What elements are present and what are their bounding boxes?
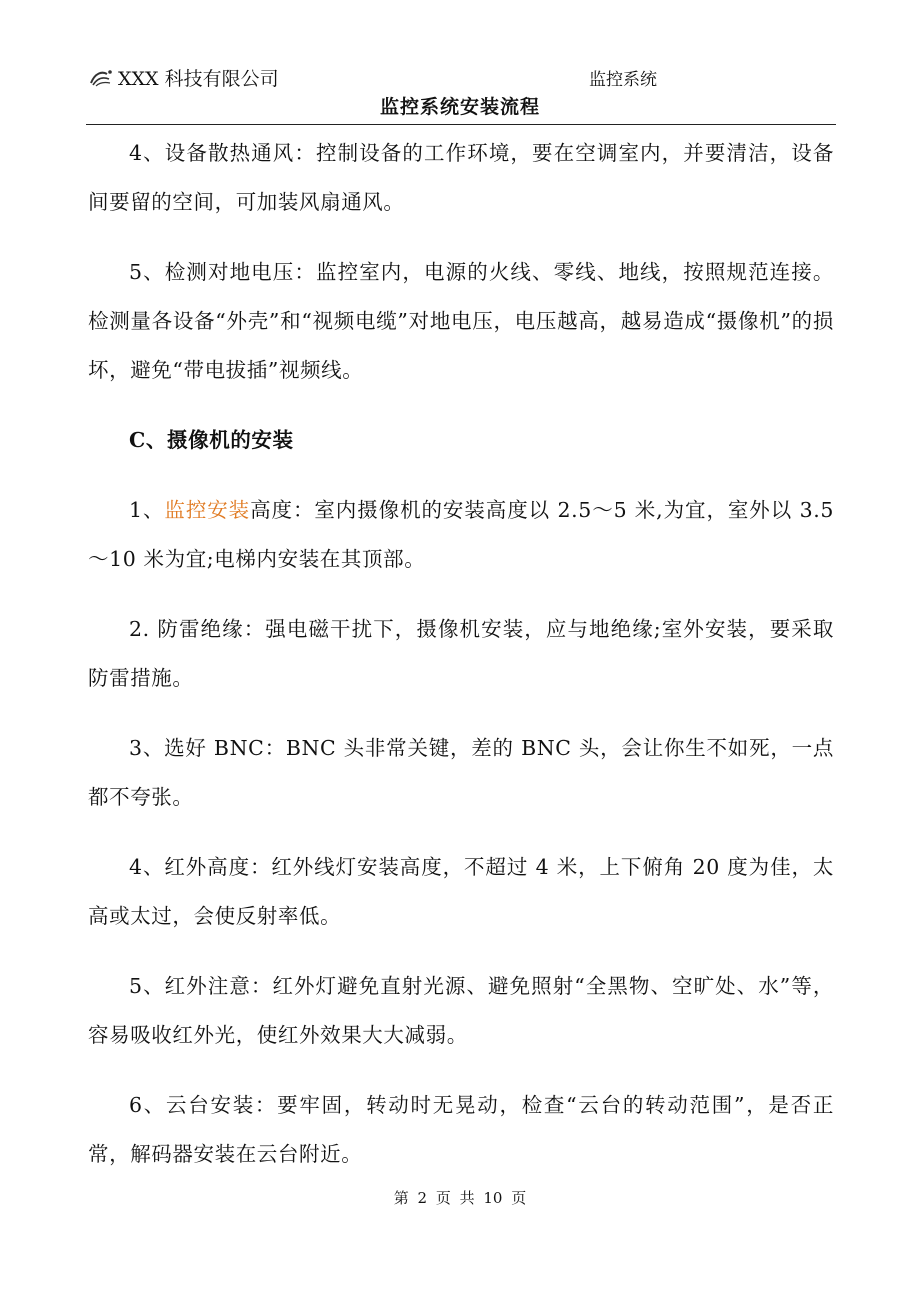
document-body bbox=[88, 129, 834, 1200]
company-name: XXX 科技有限公司 bbox=[118, 68, 279, 90]
monitoring-install-link[interactable]: 监控安装 bbox=[164, 498, 251, 522]
paragraph-pan-tilt: 6、云台安装：要牢固，转动时无晃动，检查“云台的转动范围”，是否正常，解码器安装在云台附近。 bbox=[88, 1093, 834, 1166]
paragraph-bnc: 3、选好 BNC：BNC 头非常关键，差的 BNC 头，会让你生不如死，一点都不夸张。 bbox=[88, 736, 834, 809]
header-divider bbox=[86, 124, 836, 125]
section-heading-camera-install: C、摄像机的安装 bbox=[129, 428, 294, 452]
company-logo-icon bbox=[88, 68, 114, 88]
paragraph-ground-voltage: 5、检测对地电压：监控室内，电源的火线、零线、地线，按照规范连接。检测量各设备“外壳”和“视频电缆”对地电压，电压越高，越易造成“摄像机”的损坏，避免“带电拔插”视频线。 bbox=[88, 260, 834, 382]
page-footer: 第 2 页 共 10 页 bbox=[393, 1189, 527, 1207]
item-number: 1、 bbox=[129, 498, 165, 522]
paragraph-infrared-notes: 5、红外注意：红外灯避免直射光源、避免照射“全黑物、空旷处、水”等，容易吸收红外光，使红外效果大大减弱。 bbox=[88, 974, 834, 1047]
item-text: 高度：室内摄像机的安装高度以 2.5～5 米,为宜，室外以 3.5～10 米为宜;电梯内安装在其顶部。 bbox=[88, 498, 834, 571]
paragraph-ventilation: 4、设备散热通风：控制设备的工作环境，要在空调室内，并要清洁，设备间要留的空间，可加装风扇通风。 bbox=[88, 141, 834, 214]
paragraph-infrared-height: 4、红外高度：红外线灯安装高度，不超过 4 米，上下俯角 20 度为佳，太高或太过，会使反射率低。 bbox=[88, 855, 834, 928]
paragraph-lightning-insulation: 2. 防雷绝缘：强电磁干扰下，摄像机安装，应与地绝缘;室外安装，要采取防雷措施。 bbox=[88, 617, 834, 690]
document-title: 监控系统安装流程 bbox=[379, 96, 540, 118]
page-header bbox=[88, 66, 834, 94]
system-name: 监控系统 bbox=[589, 70, 657, 90]
paragraph-install-height bbox=[88, 486, 834, 584]
